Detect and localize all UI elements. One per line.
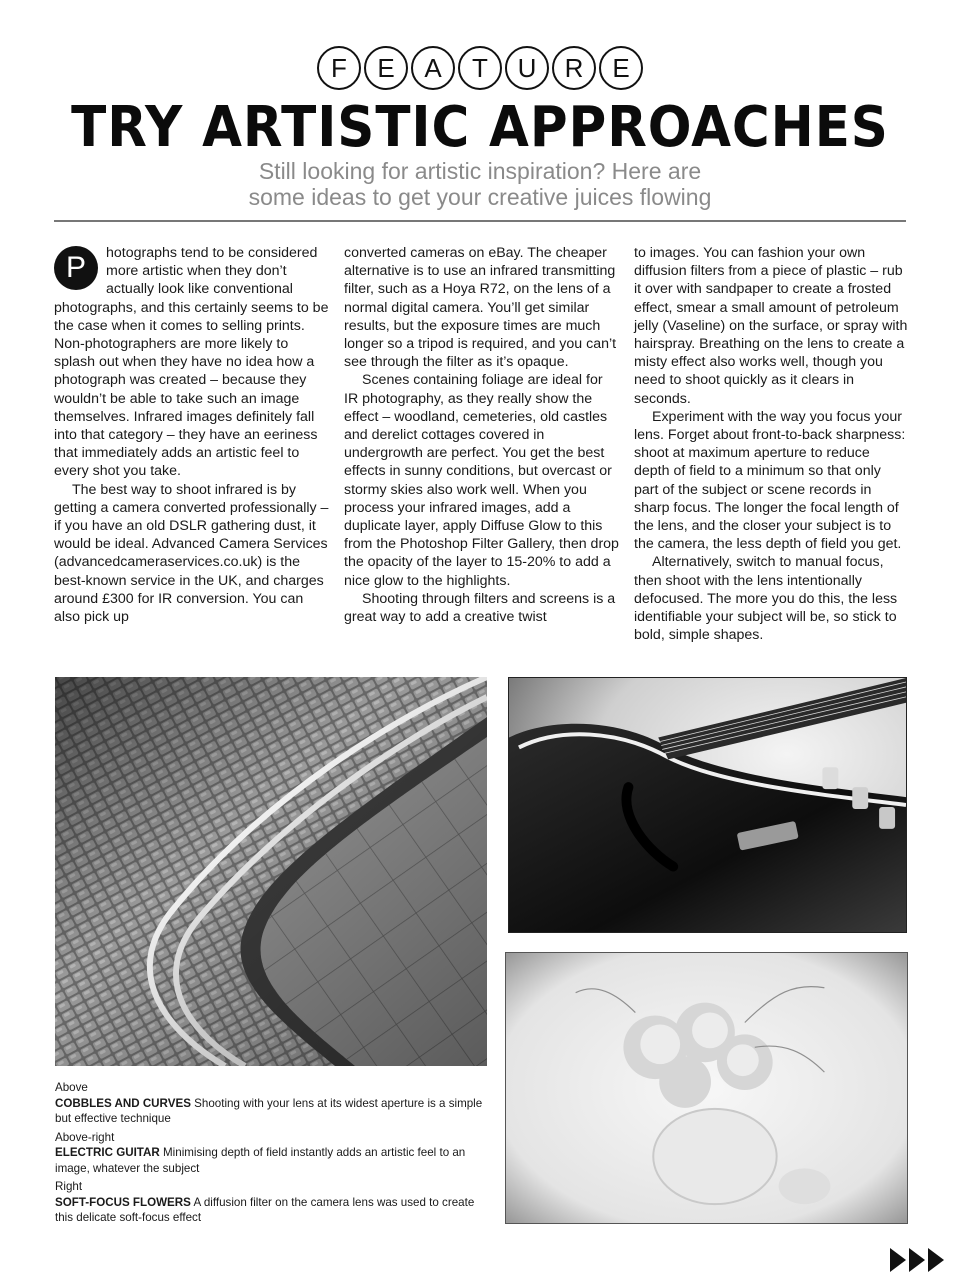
caption bbox=[55, 1080, 487, 1127]
flowers-photo bbox=[505, 952, 908, 1224]
body-column-1 bbox=[54, 244, 329, 626]
kicker-letter: F bbox=[317, 46, 361, 90]
paragraph: Scenes containing foliage are ideal for IR photography, as they really show the effect – woodland, cemeteries, old castles and derelict cottages covered in undergrowth are perfect. You get the best effects in sunny conditions, but overcast or stormy skies also work well. When you process your infrared images, add a duplicate layer, apply Diffuse Glow to this from the Photoshop Filter Gallery, then drop the opacity of the layer to 15-20% to add a nice glow to the highlights. bbox=[344, 372, 619, 589]
caption-text: Shooting with your lens at its widest aperture is a simple but effective technique bbox=[55, 1096, 483, 1125]
paragraph: converted cameras on eBay. The cheaper alternative is to use an infrared transmitting filter, such as a Hoya R72, on the lens of a normal digital camera. You’ll get similar results, but the exposure times are much longer so a tripod is required, and you can’t see through the filter as it’s opaque. bbox=[344, 245, 617, 371]
kicker-letter: T bbox=[458, 46, 502, 90]
kicker-letter: A bbox=[411, 46, 455, 90]
paragraph: Alternatively, switch to manual focus, then shoot with the lens intentionally defocused. The more you do this, the less identifiable your subject will be, so stick to bold, simple shapes. bbox=[634, 554, 898, 644]
paragraph: hotographs tend to be considered more artistic when they don’t actually look like conventional photographs, and this certainly seems to be the case when it comes to selling prints. Non-photographers are more likely to splash out when they have no idea how a photograph was created – because they wouldn’t be able to take such an image themselves. Infrared images definitely fall into that category – they have an eeriness that immediately adds an artistic feel to every shot you take. bbox=[54, 245, 329, 480]
paragraph: The best way to shoot infrared is by getting a camera converted professionally – if you have an old DSLR gathering dust, it would be ideal. Advanced Camera Services (advancedcameraservices.co.uk) is the best-known service in the UK, and charges around £300 for IR conversion. You can also pick up bbox=[54, 481, 329, 626]
caption-text: A diffusion filter on the camera lens was used to create this delicate soft-focus effect bbox=[55, 1195, 475, 1224]
paragraph: Shooting through filters and screens is a great way to add a creative twist bbox=[344, 590, 616, 626]
paragraph: to images. You can fashion your own diffusion filters from a piece of plastic – rub it over with sandpaper to create a frosted effect, smear a small amount of petroleum jelly (Vaseline) on the surface, or spray with hairspray. Breathing on the lens to create a misty effect also works well, though you need to shoot quickly as it clears in seconds. bbox=[634, 245, 908, 407]
caption-position: Right bbox=[55, 1180, 83, 1193]
cobbles-photo bbox=[55, 677, 487, 1066]
feature-kicker bbox=[0, 46, 960, 90]
continue-arrows-icon bbox=[890, 1246, 946, 1274]
caption bbox=[55, 1179, 487, 1226]
standfirst-line: Still looking for artistic inspiration? Here are bbox=[258, 158, 702, 184]
photo-captions bbox=[55, 1080, 487, 1229]
kicker-letter: E bbox=[599, 46, 643, 90]
body-column-2 bbox=[344, 244, 619, 626]
caption-text: Minimising depth of field instantly adds an artistic feel to an image, whatever the subject bbox=[55, 1146, 466, 1175]
header-divider bbox=[54, 220, 906, 222]
guitar-photo bbox=[508, 677, 907, 933]
caption-title: ELECTRIC GUITAR bbox=[55, 1146, 160, 1159]
caption bbox=[55, 1130, 487, 1177]
kicker-letter: U bbox=[505, 46, 549, 90]
kicker-letter: R bbox=[552, 46, 596, 90]
standfirst bbox=[0, 158, 960, 210]
paragraph: Experiment with the way you focus your lens. Forget about front-to-back sharpness: shoot at maximum aperture to reduce depth of field to a minimum so that only part of the subject or scene records in sharp focus. The longer the focal length of the lens, and the closer your subject is to the camera, the less depth of field you get. bbox=[634, 408, 906, 553]
caption-position: Above-right bbox=[55, 1130, 115, 1144]
caption-position: Above bbox=[55, 1081, 88, 1094]
caption-title: SOFT-FOCUS FLOWERS bbox=[55, 1195, 191, 1209]
drop-cap: P bbox=[54, 246, 98, 290]
article-title: TRY ARTISTIC APPROACHES bbox=[71, 95, 889, 160]
caption-title: COBBLES AND CURVES bbox=[55, 1096, 191, 1110]
kicker-letter: E bbox=[364, 46, 408, 90]
standfirst-line: some ideas to get your creative juices flowing bbox=[248, 184, 712, 210]
body-column-3 bbox=[634, 244, 909, 644]
